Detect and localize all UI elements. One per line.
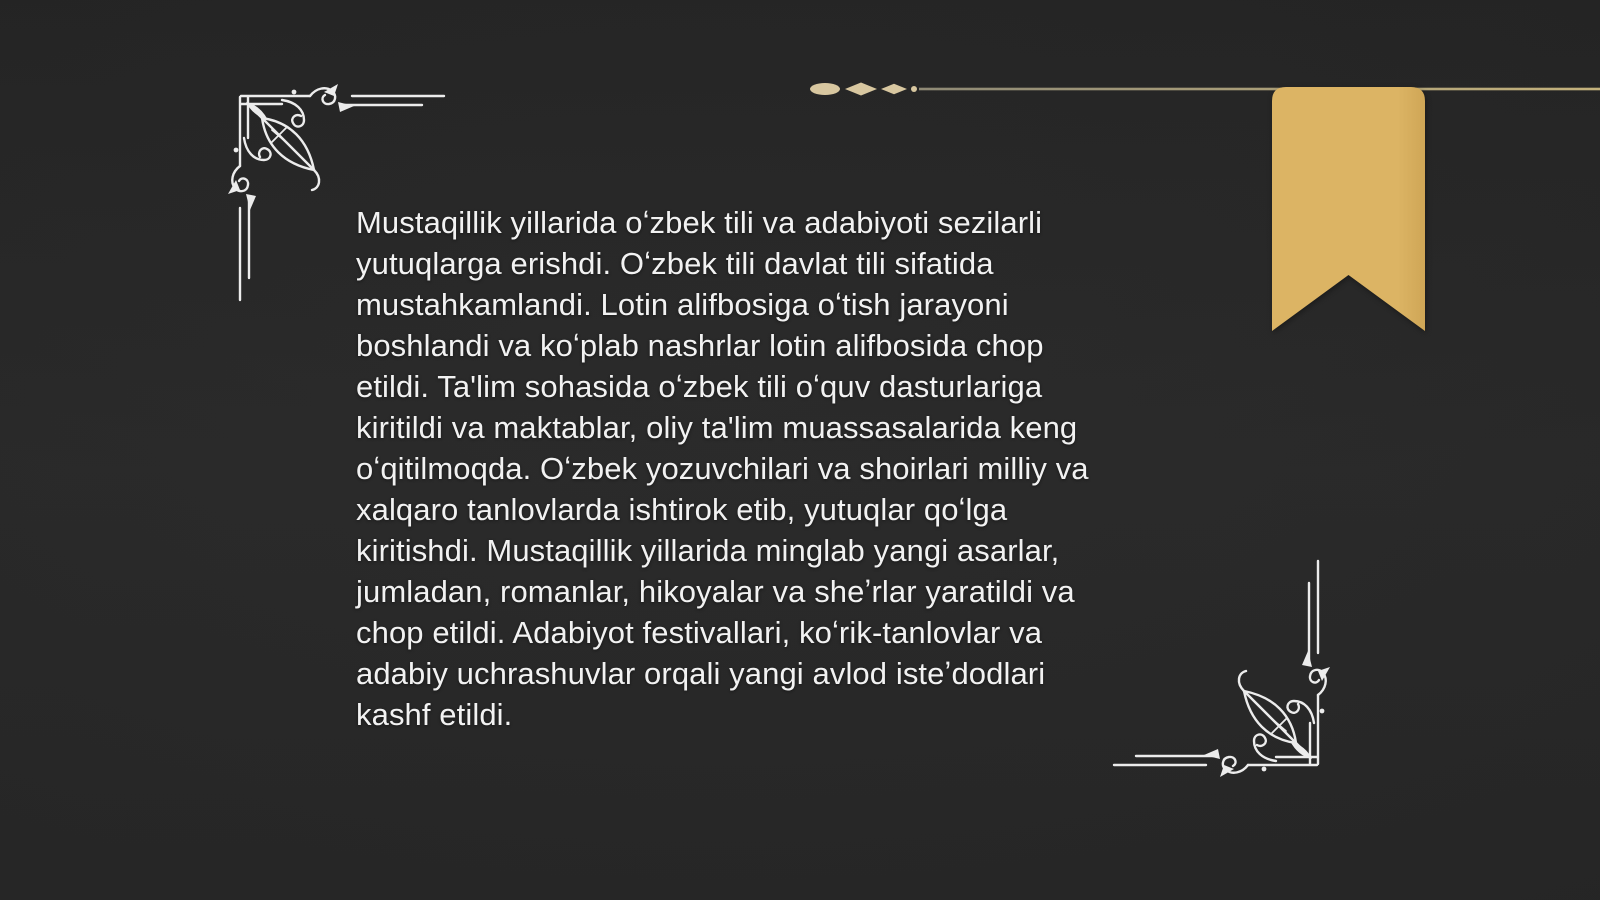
bead-finial-rule-icon [800, 79, 1600, 99]
text-line: Mustaqillik yillarida oʻzbek tili va adabiyoti sezilarli [356, 205, 1043, 240]
text-line: mustahkamlandi. Lotin alifbosiga oʻtish jarayoni [356, 287, 1009, 322]
bookmark-ribbon-icon [1272, 87, 1425, 331]
text-line: yutuqlarga erishdi. Oʻzbek tili davlat tili sifatida [356, 246, 994, 281]
bead-finial [810, 83, 917, 96]
text-line: boshlandi va koʻplab nashrlar lotin alifbosida chop [356, 328, 1044, 363]
slide-body-text [356, 202, 1089, 735]
text-line: jumladan, romanlar, hikoyalar va sheʼrlar yaratildi va [356, 574, 1075, 609]
text-line: kiritishdi. Mustaqillik yillarida minglab yangi asarlar, [356, 533, 1060, 568]
text-line: kiritildi va maktablar, oliy ta'lim muassasalarida keng [356, 410, 1078, 445]
text-line: chop etildi. Adabiyot festivallari, koʻrik-tanlovlar va [356, 615, 1043, 650]
divider-line [919, 88, 1600, 91]
text-line: kashf etildi. [356, 697, 513, 732]
corner-flourish-bottom-right-icon [1102, 549, 1332, 779]
text-line: oʻqitilmoqda. Oʻzbek yozuvchilari va shoirlari milliy va [356, 451, 1089, 486]
text-line: xalqaro tanlovlarda ishtirok etib, yutuqlar qoʻlga [356, 492, 1008, 527]
text-line: etildi. Ta'lim sohasida oʻzbek tili oʻquv dasturlariga [356, 369, 1043, 404]
text-line: adabiy uchrashuvlar orqali yangi avlod isteʼdodlari [356, 656, 1046, 691]
